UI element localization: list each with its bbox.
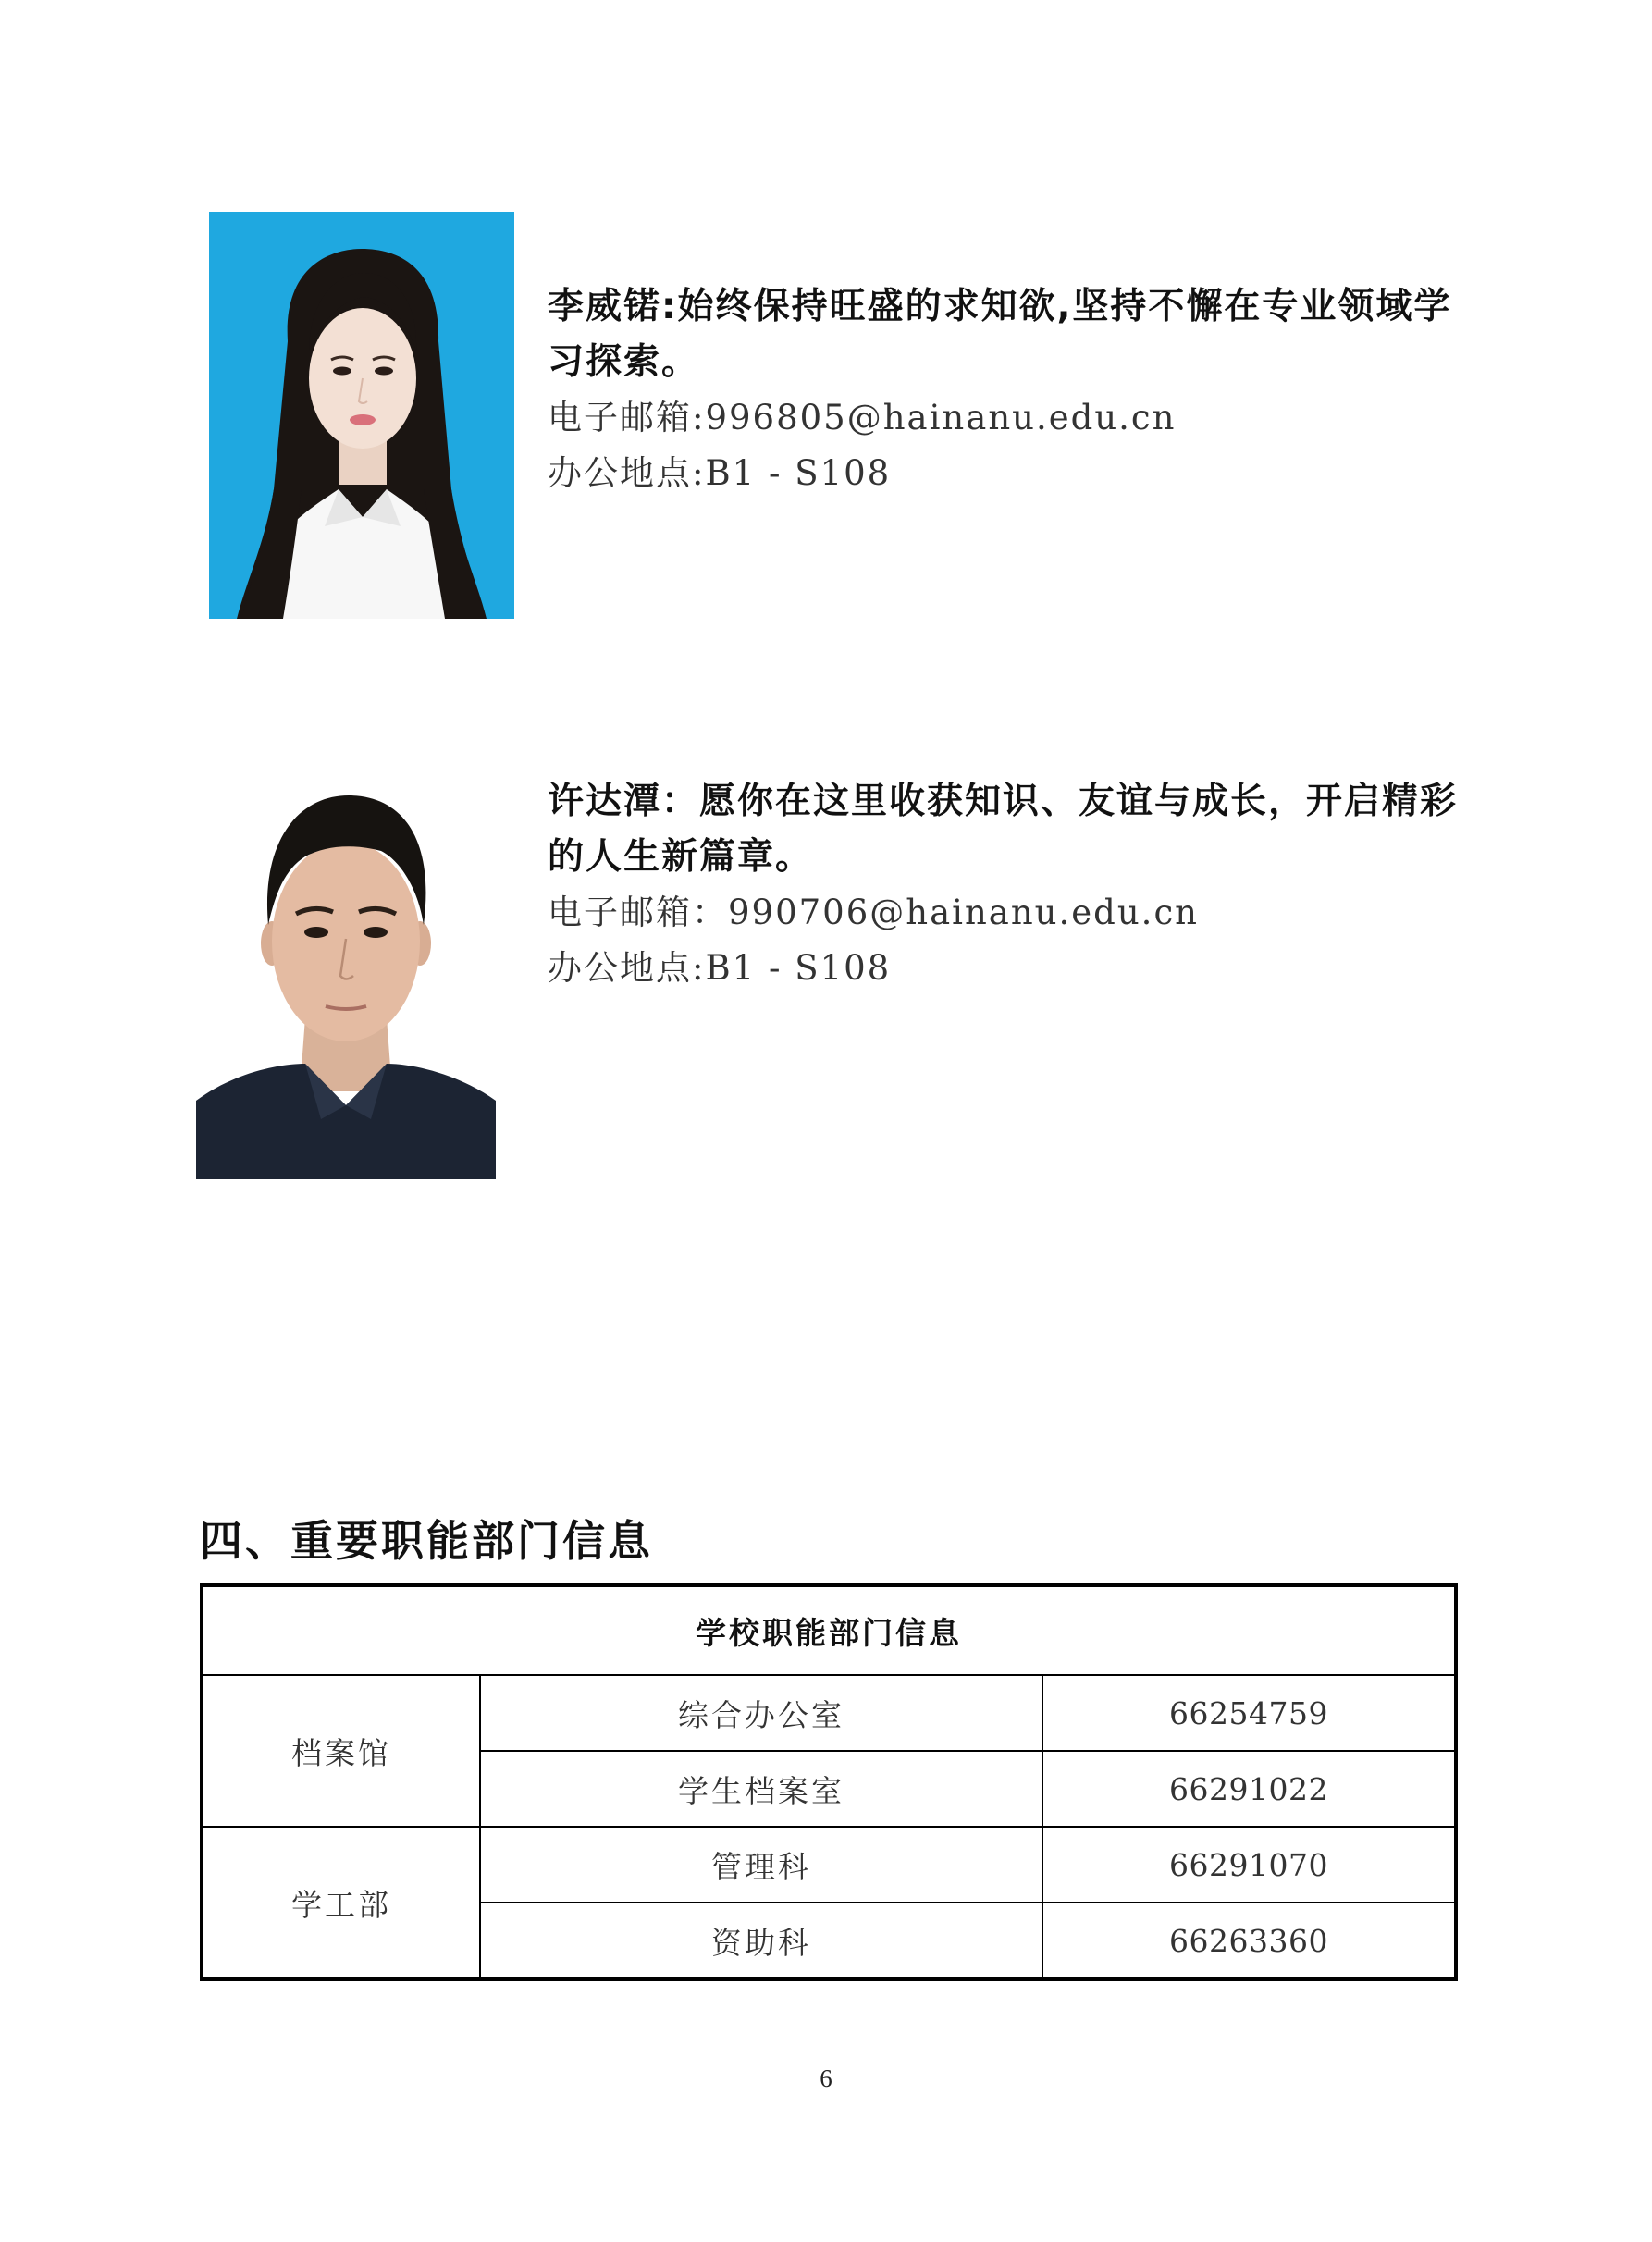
department-name: 档案馆 (202, 1675, 480, 1827)
portrait-image (196, 786, 496, 1179)
table-row (202, 1675, 1456, 1751)
phone-number: 66291070 (1042, 1827, 1456, 1903)
profile-office: 办公地点:B1 - S108 (548, 453, 892, 493)
profile-office: 办公地点:B1 - S108 (548, 948, 892, 988)
department-table (200, 1583, 1458, 1981)
profile-email: 电子邮箱：990706@hainanu.edu.cn (548, 893, 1199, 932)
page-number: 6 (820, 2064, 832, 2092)
portrait-image (209, 212, 514, 619)
profile-info-2 (548, 774, 1473, 996)
office-name: 资助科 (480, 1903, 1042, 1979)
phone-number: 66263360 (1042, 1903, 1456, 1979)
section-title: 四、重要职能部门信息 (200, 1516, 653, 1566)
department-name: 学工部 (202, 1827, 480, 1979)
table-header: 学校职能部门信息 (202, 1585, 1456, 1675)
office-name: 管理科 (480, 1827, 1042, 1903)
office-name: 综合办公室 (480, 1675, 1042, 1751)
table-header-row (202, 1585, 1456, 1675)
profile-photo-1 (209, 212, 514, 619)
profile-motto: 李威锘:始终保持旺盛的求知欲,坚持不懈在专业领域学习探索。 (548, 286, 1452, 383)
profile-email: 电子邮箱:996805@hainanu.edu.cn (548, 398, 1177, 437)
profile-info-1 (548, 279, 1473, 501)
profile-motto: 许达潭：愿你在这里收获知识、友谊与成长，开启精彩的人生新篇章。 (548, 781, 1459, 878)
table-row (202, 1827, 1456, 1903)
office-name: 学生档案室 (480, 1751, 1042, 1827)
profile-photo-2 (196, 786, 496, 1179)
phone-number: 66254759 (1042, 1675, 1456, 1751)
phone-number: 66291022 (1042, 1751, 1456, 1827)
